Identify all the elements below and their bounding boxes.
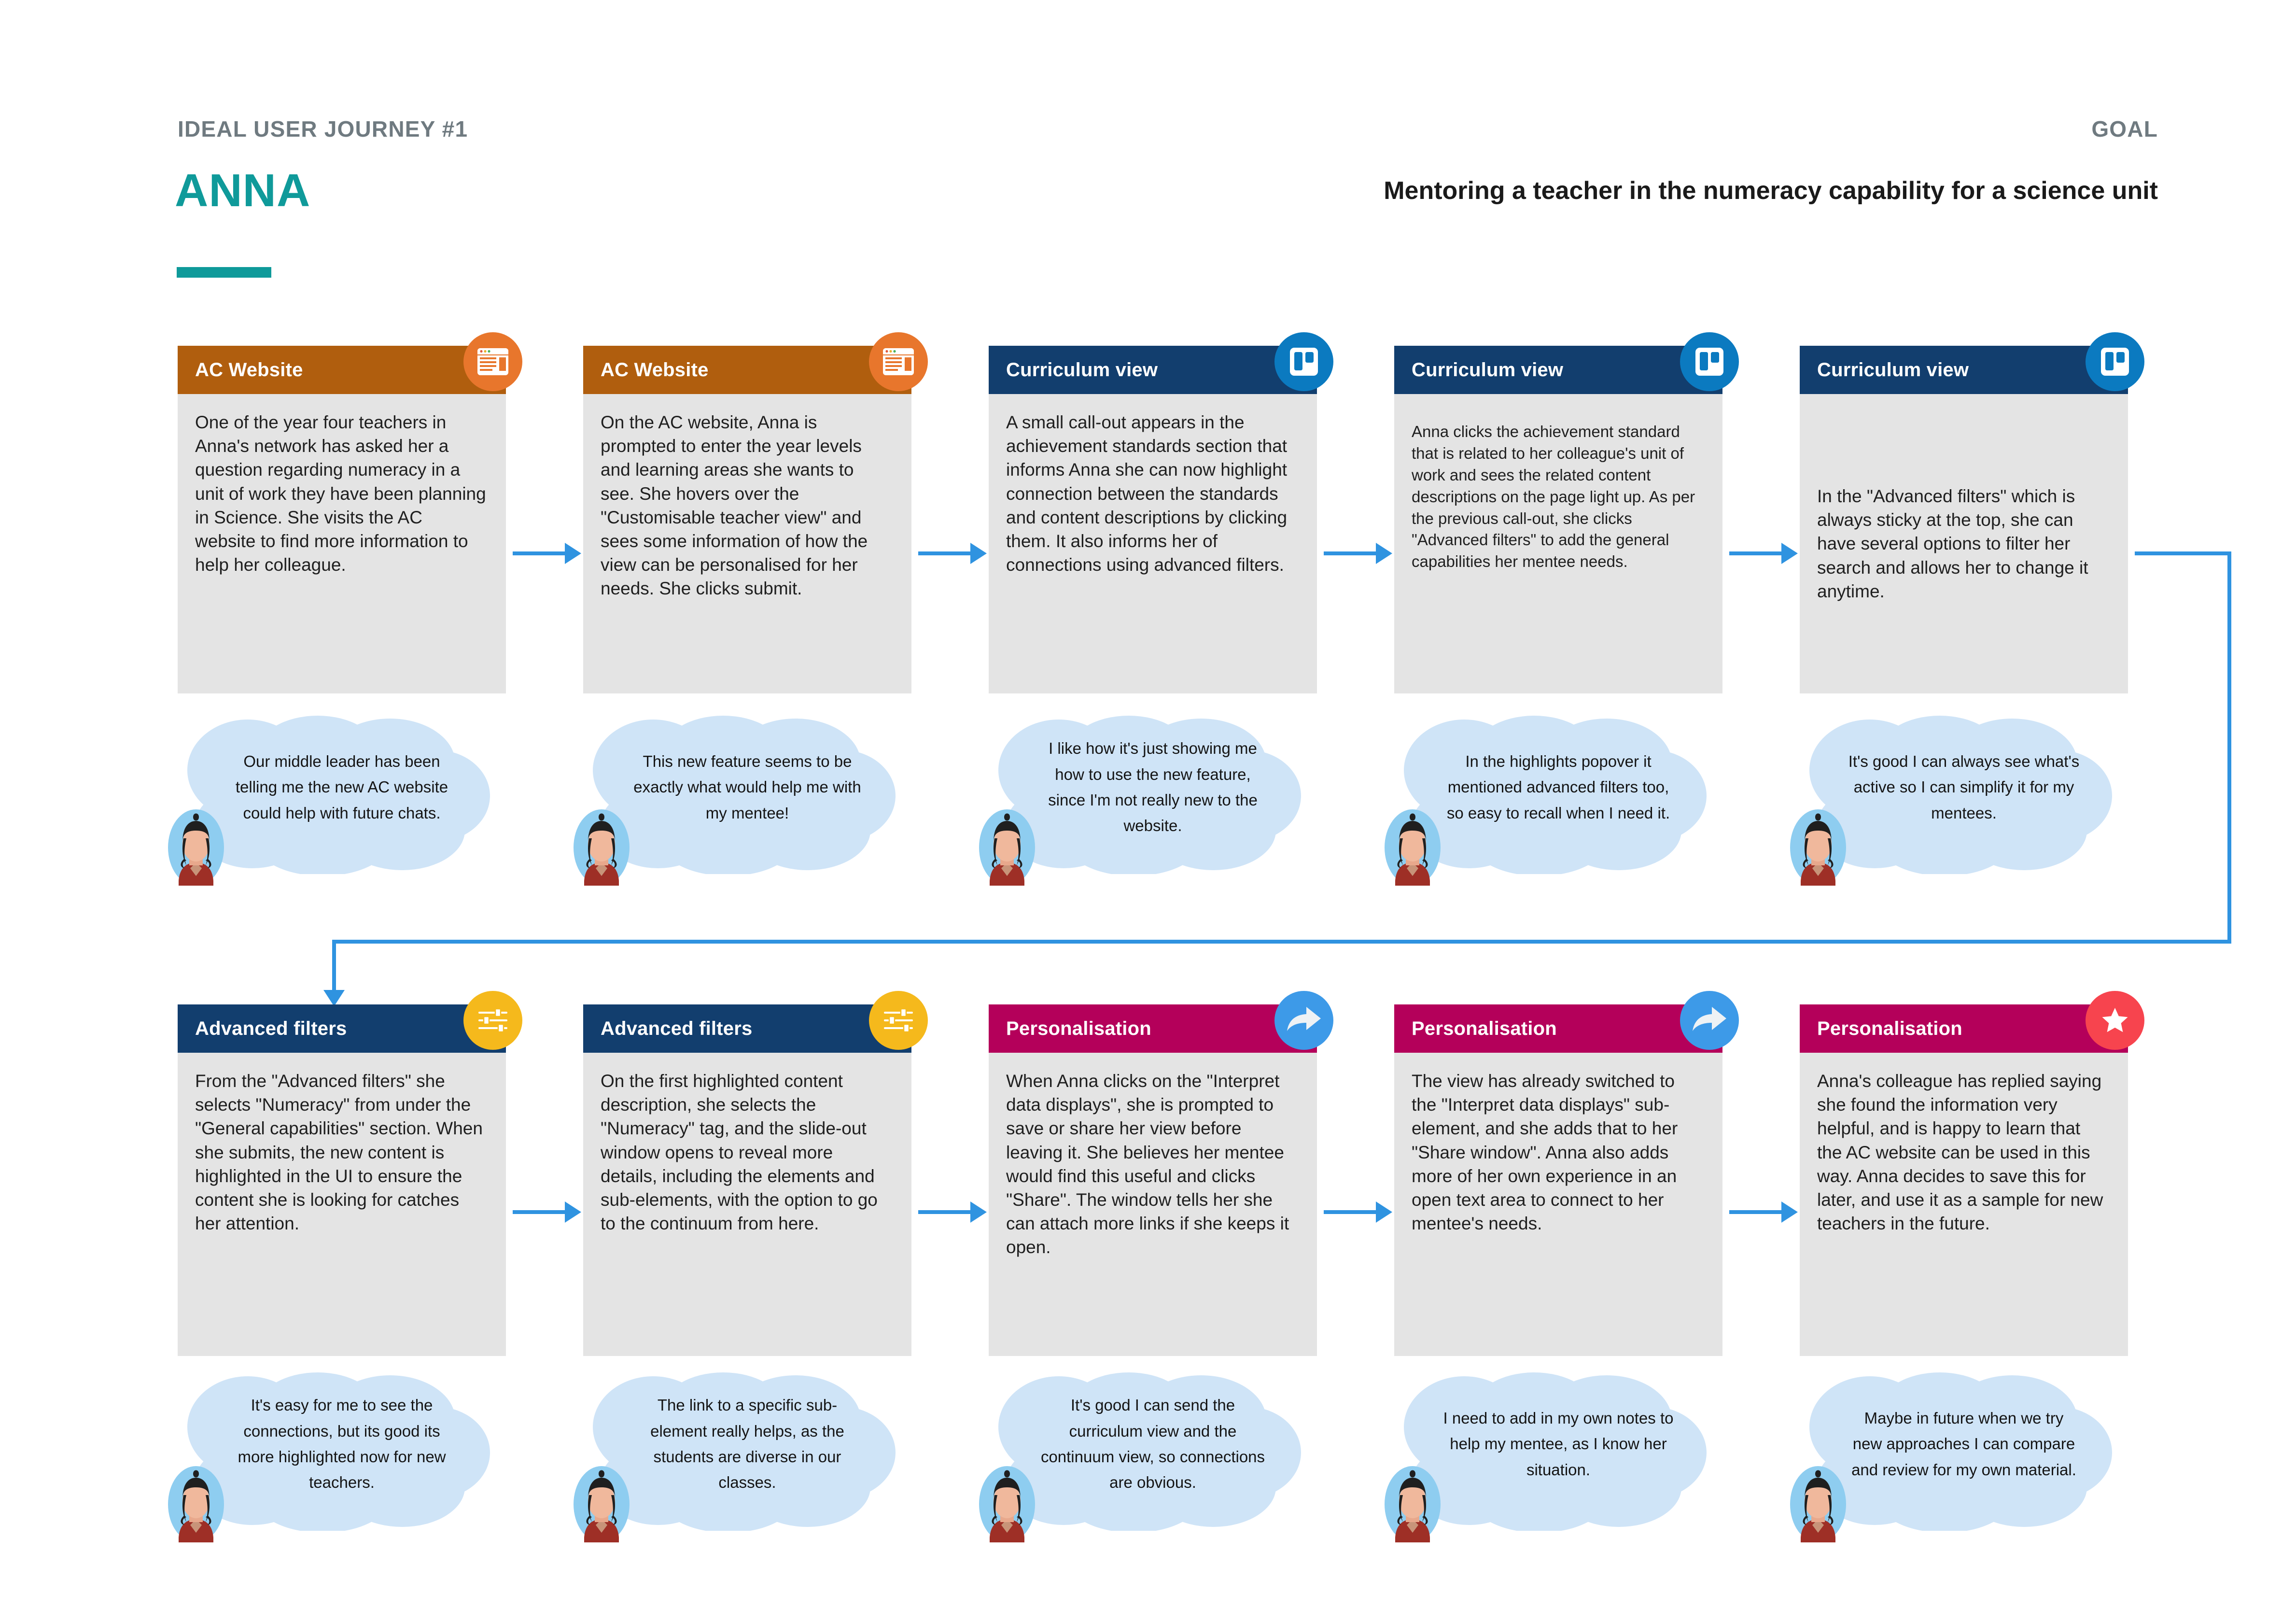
step-header bbox=[989, 1004, 1317, 1053]
persona-quote-text: Maybe in future when we try new approaches I can compare and review for my own material. bbox=[1851, 1409, 2076, 1479]
avatar bbox=[1382, 808, 1443, 886]
step-stage-label: Curriculum view bbox=[1006, 359, 1158, 381]
avatar bbox=[1787, 1465, 1849, 1542]
share-arrow-icon bbox=[1274, 991, 1333, 1050]
connector-arrow-4-5 bbox=[1781, 543, 1798, 564]
connector-arrow-6-7 bbox=[565, 1201, 581, 1223]
step-stage-label: Personalisation bbox=[1412, 1017, 1557, 1039]
avatar bbox=[165, 1465, 227, 1542]
avatar bbox=[571, 808, 632, 886]
board-columns-icon bbox=[1274, 332, 1333, 391]
connector-4-5 bbox=[1729, 551, 1782, 555]
step-description: Anna clicks the achievement standard that is related to her colleague's unit of work and sees the related content descriptions on the page light up. As per the previous call-out, she clicks "Advanced filters" to add the general capabilities her mentee needs. bbox=[1394, 394, 1722, 693]
step-stage-label: Advanced filters bbox=[601, 1017, 753, 1039]
share-arrow-icon bbox=[1680, 991, 1739, 1050]
journey-step-card[interactable] bbox=[178, 1004, 506, 1356]
step-header bbox=[178, 346, 506, 394]
connector-1-2 bbox=[513, 551, 566, 555]
persona-quote-text: I like how it's just showing me how to use the new feature, since I'm not really new to the website. bbox=[1048, 739, 1258, 835]
persona-quote-text: It's good I can send the curriculum view and the continuum view, so connections are obvious. bbox=[1040, 1396, 1265, 1492]
persona-quote-group bbox=[1375, 715, 1713, 889]
connector-wrap-down bbox=[2227, 551, 2231, 944]
persona-quote-group bbox=[1780, 715, 2118, 889]
browser-window-icon bbox=[869, 332, 928, 391]
connector-8-9 bbox=[1324, 1210, 1377, 1214]
goal-statement: Mentoring a teacher in the numeracy capability for a science unit bbox=[1384, 177, 2158, 205]
persona-quote-group bbox=[564, 1371, 902, 1545]
step-description: In the "Advanced filters" which is always sticky at the top, she can have several options to filter her search and allows her to change it anytime. bbox=[1800, 394, 2128, 693]
avatar bbox=[571, 1465, 632, 1542]
step-header bbox=[583, 346, 911, 394]
connector-arrow-7-8 bbox=[970, 1201, 987, 1223]
board-columns-icon bbox=[2086, 332, 2144, 391]
journey-step-card[interactable] bbox=[583, 346, 911, 693]
step-description: When Anna clicks on the "Interpret data displays", she is prompted to save or share her view before leaving it. She believes her mentee would find this useful and clicks "Share". The window tells her she can attach more links if she keeps it open. bbox=[989, 1053, 1317, 1356]
persona-quote-group bbox=[158, 1371, 496, 1545]
connector-wrap-back bbox=[332, 940, 2231, 944]
persona-quote-text: This new feature seems to be exactly what would help me with my mentee! bbox=[633, 752, 861, 822]
journey-step-card[interactable] bbox=[583, 1004, 911, 1356]
connector-9-10 bbox=[1729, 1210, 1782, 1214]
board-columns-icon bbox=[1680, 332, 1739, 391]
persona-underline-rule bbox=[177, 267, 271, 278]
journey-step-card[interactable] bbox=[1394, 346, 1722, 693]
step-description: Anna's colleague has replied saying she found the information very helpful, and is happy to learn that the AC website can be used in this way. Anna decides to save this for later, and use it as a sample for new teachers in the future. bbox=[1800, 1053, 2128, 1356]
journey-step-card[interactable] bbox=[989, 1004, 1317, 1356]
connector-arrow-wrap bbox=[323, 990, 345, 1006]
avatar bbox=[976, 808, 1038, 886]
sliders-icon bbox=[869, 991, 928, 1050]
connector-7-8 bbox=[918, 1210, 971, 1214]
persona-quote-text: It's easy for me to see the connections, but its good its more highlighted now for new teachers. bbox=[238, 1396, 446, 1492]
connector-arrow-9-10 bbox=[1781, 1201, 1798, 1223]
step-stage-label: Advanced filters bbox=[195, 1017, 347, 1039]
journey-step-card[interactable] bbox=[1800, 1004, 2128, 1356]
persona-quote-group bbox=[1780, 1371, 2118, 1545]
avatar bbox=[165, 808, 227, 886]
journey-step-card[interactable] bbox=[178, 346, 506, 693]
persona-quote-text: It's good I can always see what's active so I can simplify it for my mentees. bbox=[1848, 752, 2080, 822]
connector-arrow-3-4 bbox=[1376, 543, 1392, 564]
step-header bbox=[1394, 346, 1722, 394]
connector-6-7 bbox=[513, 1210, 566, 1214]
step-description: The view has already switched to the "Interpret data displays" sub-element, and she adds that to her "Share window". Anna also adds more of her own experience in an open text area to connect to her mentee's needs. bbox=[1394, 1053, 1722, 1356]
step-stage-label: AC Website bbox=[601, 359, 709, 381]
connector-3-4 bbox=[1324, 551, 1377, 555]
avatar bbox=[1382, 1465, 1443, 1542]
journey-kicker: IDEAL USER JOURNEY #1 bbox=[178, 116, 468, 141]
connector-arrow-1-2 bbox=[565, 543, 581, 564]
step-stage-label: Curriculum view bbox=[1817, 359, 1969, 381]
persona-quote-group bbox=[969, 715, 1307, 889]
step-header bbox=[583, 1004, 911, 1053]
step-stage-label: Personalisation bbox=[1817, 1017, 1962, 1039]
step-stage-label: Personalisation bbox=[1006, 1017, 1151, 1039]
connector-wrap-into-row2 bbox=[332, 940, 336, 995]
step-header bbox=[1800, 1004, 2128, 1053]
step-description: From the "Advanced filters" she selects "Numeracy" from under the "General capabilities" section. When she submits, the new content is highlighted in the UI to ensure the content she is looking for catches her attention. bbox=[178, 1053, 506, 1356]
connector-2-3 bbox=[918, 551, 971, 555]
step-description: On the AC website, Anna is prompted to enter the year levels and learning areas she wants to see. She hovers over the "Customisable teacher view" and sees some information of how the view can be personalised for her needs. She clicks submit. bbox=[583, 394, 911, 693]
sliders-icon bbox=[463, 991, 522, 1050]
journey-step-card[interactable] bbox=[989, 346, 1317, 693]
star-icon bbox=[2086, 991, 2144, 1050]
persona-quote-text: Our middle leader has been telling me the new AC website could help with future chats. bbox=[235, 752, 448, 822]
persona-quote-text: In the highlights popover it mentioned advanced filters too, so easy to recall when I need it. bbox=[1446, 752, 1670, 822]
step-description: On the first highlighted content description, she selects the "Numeracy" tag, and the slide-out window opens to reveal more details, including the elements and sub-elements, with the option to go to the continuum from here. bbox=[583, 1053, 911, 1356]
avatar bbox=[1787, 808, 1849, 886]
step-stage-label: AC Website bbox=[195, 359, 303, 381]
connector-wrap-out bbox=[2135, 551, 2231, 555]
step-header bbox=[989, 346, 1317, 394]
persona-quote-group bbox=[158, 715, 496, 889]
step-description: A small call-out appears in the achievement standards section that informs Anna she can now highlight connection between the standards and content descriptions by clicking them. It also informs her of connections using advanced filters. bbox=[989, 394, 1317, 693]
avatar bbox=[976, 1465, 1038, 1542]
step-stage-label: Curriculum view bbox=[1412, 359, 1564, 381]
persona-quote-group bbox=[1375, 1371, 1713, 1545]
connector-arrow-2-3 bbox=[970, 543, 987, 564]
goal-label: GOAL bbox=[2091, 116, 2158, 141]
step-header bbox=[178, 1004, 506, 1053]
persona-name: ANNA bbox=[175, 165, 311, 216]
journey-step-card[interactable] bbox=[1800, 346, 2128, 693]
persona-quote-text: The link to a specific sub-element really helps, as the students are diverse in our classes. bbox=[650, 1396, 844, 1492]
step-description: One of the year four teachers in Anna's network has asked her a question regarding numeracy in a unit of work they have been planning in Science. She visits the AC website to find more information to help her colleague. bbox=[178, 394, 506, 693]
journey-step-card[interactable] bbox=[1394, 1004, 1722, 1356]
persona-quote-group bbox=[969, 1371, 1307, 1545]
connector-arrow-8-9 bbox=[1376, 1201, 1392, 1223]
persona-quote-group bbox=[564, 715, 902, 889]
browser-window-icon bbox=[463, 332, 522, 391]
step-header bbox=[1800, 346, 2128, 394]
step-header bbox=[1394, 1004, 1722, 1053]
persona-quote-text: I need to add in my own notes to help my mentee, as I know her situation. bbox=[1443, 1409, 1674, 1479]
